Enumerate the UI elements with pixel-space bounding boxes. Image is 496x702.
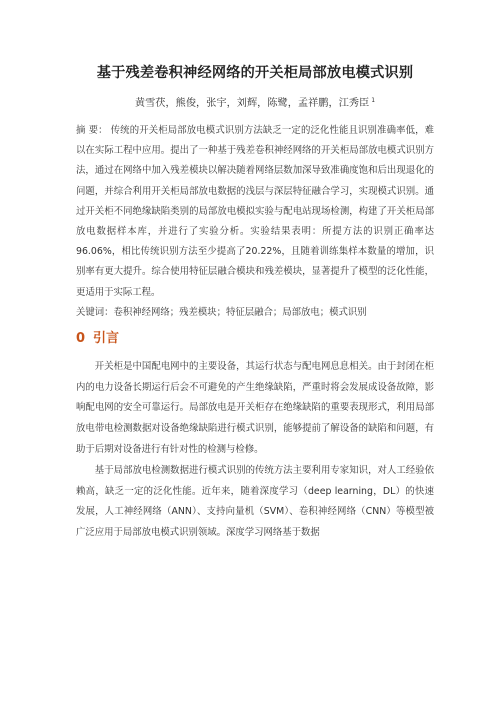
abstract — [76, 121, 434, 303]
keywords-text: 卷积神经网络；残差模块；特征层融合；局部放电；模式识别 — [113, 306, 367, 318]
body-paragraph-2: 基于局部放电检测数据进行模式识别的传统方法主要利用专家知识，对人工经验依赖高，缺乏一定的泛化性能。近年来，随着深度学习（deep learning，DL）的快速发展，人工神经网络（ANN）、支持向量机（SVM）、卷积神经网络（CNN）等模型被广泛应用于局部放电模式识别领域。深度学习网络基于数据 — [76, 464, 434, 539]
author-affiliation-mark: 1 — [371, 96, 376, 104]
keywords-label: 关键词： — [76, 306, 114, 318]
paper-title: 基于残差卷积神经网络的开关柜局部放电模式识别 — [96, 65, 414, 81]
abstract-text: 传统的开关柜局部放电模式识别方法缺乏一定的泛化性能且识别准确率低，难以在实际工程中应用。提出了一种基于残差卷积神经网络的开关柜局部放电模式识别方法，通过在网络中加入残差模块以解决随着网络层数加深导致准确度饱和后出现退化的问题，并综合利用开关柜局部放电数据的浅层与深层特征融合学习，实现模式识别。通过开关柜不同绝缘缺陷类别的局部放电模拟实验与配电站现场检测，构建了开关柜局部放电数据样本库，并进行了实验分析。实验结果表明：所提方法的识别正确率达 96.06%，相比传统识别方法至少提高了20.22%，且随着训练集样本数量的增加，识别率有更大提升。综合使用特征层融合模块和残差模块，显著提升了模型的泛化性能，更适用于实际工程。 — [76, 125, 434, 298]
section-title: 引言 — [93, 330, 120, 346]
body-paragraph-1: 开关柜是中国配电网中的主要设备，其运行状态与配电网息息相关。由于封闭在柜内的电力设备长期运行后会不可避免的产生绝缘缺陷，严重时将会发展成设备故障，影响配电网的安全可靠运行。局部放电是开关柜存在绝缘缺陷的重要表现形式，利用局部放电带电检测数据对设备绝缘缺陷进行模式识别，能够提前了解设备的缺陷和问题，有助于后期对设备进行有针对性的检测与检修。 — [76, 360, 434, 456]
author-list — [76, 94, 434, 109]
section-number: 0 — [76, 330, 86, 346]
author-names: 黄雪茯，熊俊，张宇，刘辉，陈鹭，孟祥鹏，江秀臣 — [134, 98, 370, 109]
keywords — [76, 303, 434, 323]
abstract-label: 摘 要： — [76, 125, 108, 136]
section-heading-introduction — [76, 327, 434, 351]
